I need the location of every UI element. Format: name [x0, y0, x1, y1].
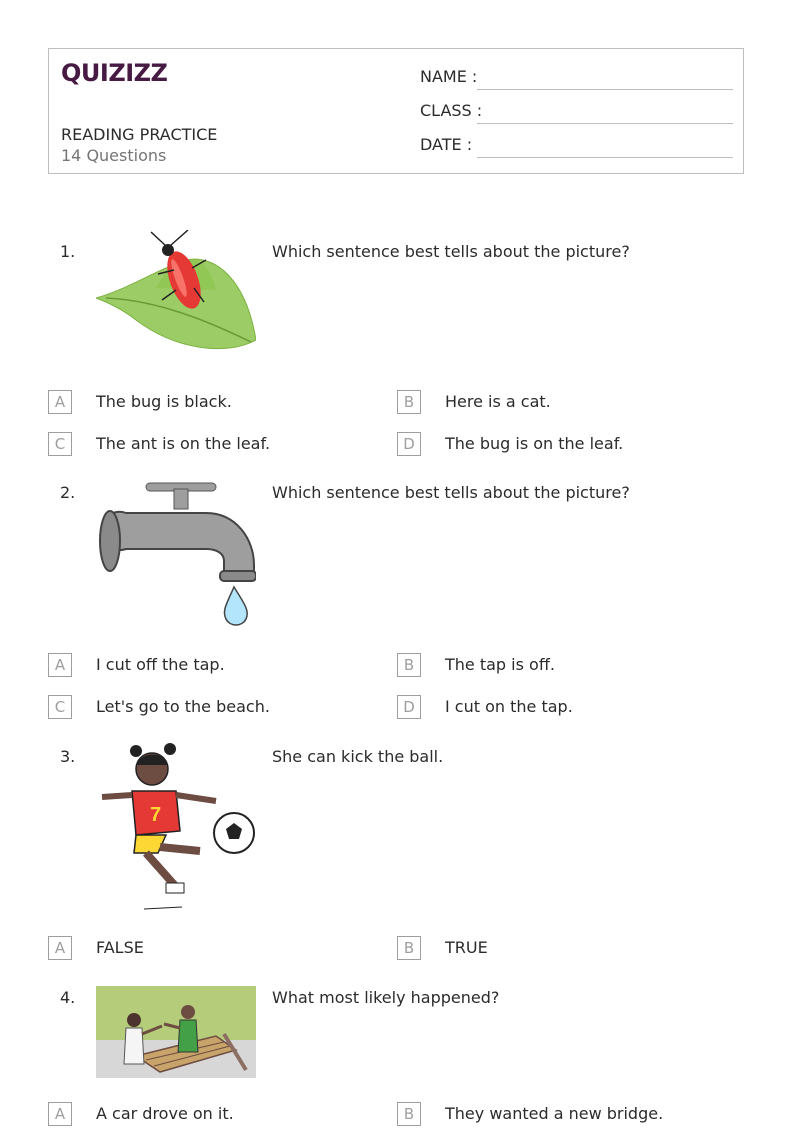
- option-letter: D: [397, 432, 421, 456]
- girl-kicking-ball-image: [96, 743, 256, 911]
- question-text: She can kick the ball.: [272, 747, 444, 766]
- option-text: I cut on the tap.: [445, 697, 573, 716]
- quizizz-logo: QUIZIZZ: [61, 59, 168, 87]
- option-letter: B: [397, 653, 421, 677]
- question-number: 3.: [60, 747, 76, 766]
- name-field[interactable]: [420, 67, 733, 91]
- option-text: The bug is on the leaf.: [445, 434, 624, 453]
- question-count: 14 Questions: [61, 146, 167, 165]
- question-number: 2.: [60, 483, 76, 502]
- question-text: Which sentence best tells about the picture?: [272, 242, 630, 261]
- option-letter: B: [397, 1102, 421, 1126]
- date-line: [477, 157, 733, 158]
- option-letter: C: [48, 432, 72, 456]
- question-text: What most likely happened?: [272, 988, 500, 1007]
- option-letter: B: [397, 390, 421, 414]
- class-line: [477, 123, 733, 124]
- option-letter: C: [48, 695, 72, 719]
- option-text: The tap is off.: [445, 655, 555, 674]
- option-text: Here is a cat.: [445, 392, 551, 411]
- question-number: 1.: [60, 242, 76, 261]
- option-text: FALSE: [96, 938, 144, 957]
- option-text: Let's go to the beach.: [96, 697, 270, 716]
- dripping-tap-image: [96, 479, 256, 629]
- svg-text:7: 7: [150, 804, 162, 826]
- worksheet-header: [48, 48, 744, 174]
- question-number: 4.: [60, 988, 76, 1007]
- option-letter: A: [48, 653, 72, 677]
- worksheet-title: READING PRACTICE: [61, 125, 218, 144]
- option-letter: A: [48, 390, 72, 414]
- name-label: NAME :: [420, 67, 478, 86]
- date-field[interactable]: [420, 135, 733, 159]
- option-text: TRUE: [445, 938, 488, 957]
- option-letter: A: [48, 936, 72, 960]
- broken-bridge-image: [96, 986, 256, 1078]
- red-beetle-on-leaf-image: [96, 230, 256, 356]
- class-label: CLASS :: [420, 101, 483, 120]
- class-field[interactable]: [420, 101, 733, 125]
- question-text: Which sentence best tells about the picture?: [272, 483, 630, 502]
- option-text: A car drove on it.: [96, 1104, 234, 1123]
- option-text: I cut off the tap.: [96, 655, 225, 674]
- name-line: [477, 89, 733, 90]
- option-letter: D: [397, 695, 421, 719]
- option-text: The ant is on the leaf.: [96, 434, 271, 453]
- option-letter: A: [48, 1102, 72, 1126]
- option-letter: B: [397, 936, 421, 960]
- date-label: DATE :: [420, 135, 473, 154]
- option-text: The bug is black.: [96, 392, 232, 411]
- option-text: They wanted a new bridge.: [445, 1104, 664, 1123]
